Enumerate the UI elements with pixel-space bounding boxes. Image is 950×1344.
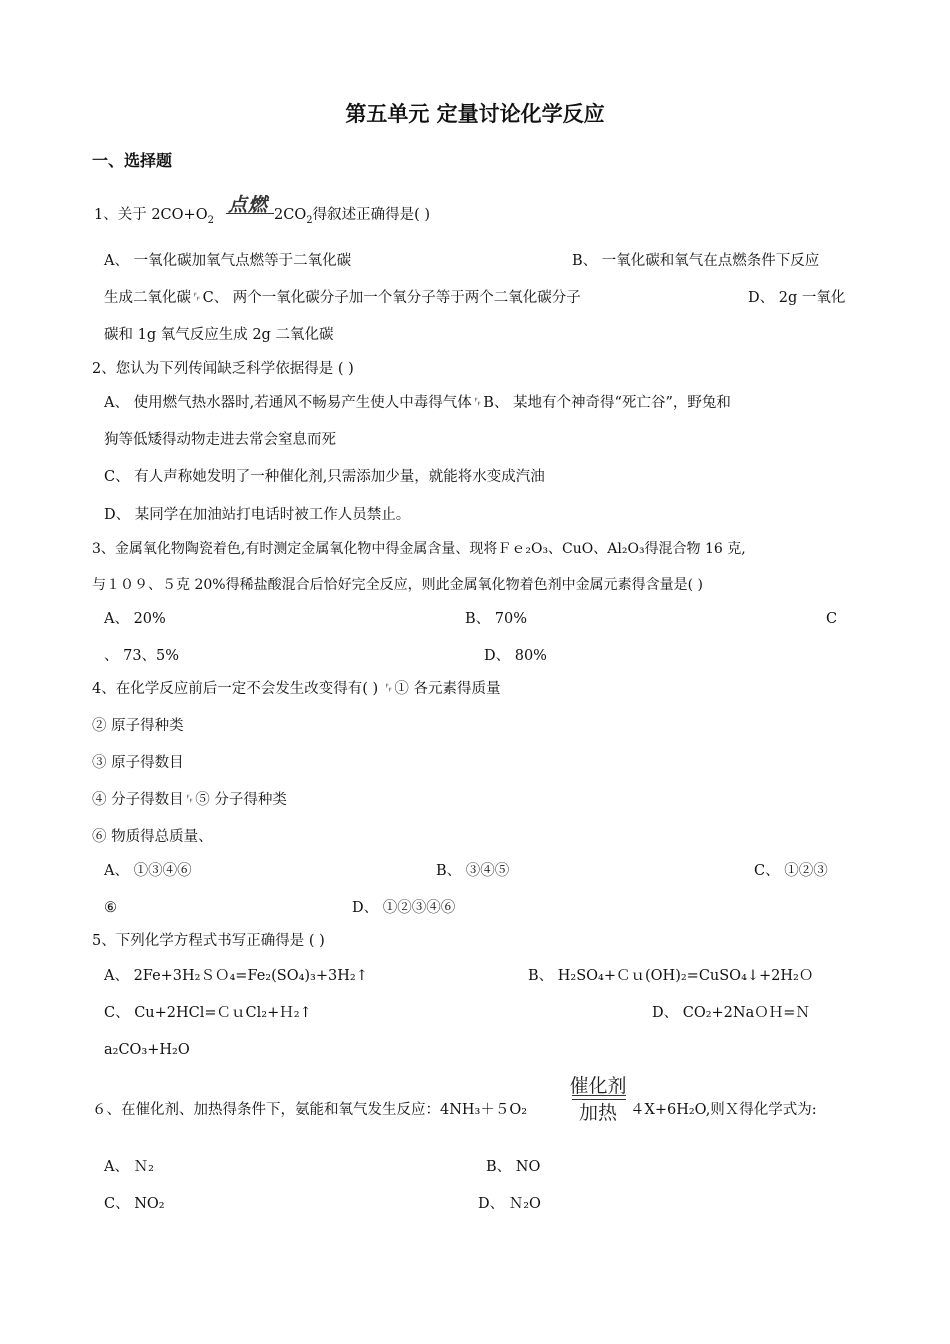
q5-option-a: A、 2Fe+3H₂ＳＯ₄=Fe₂(SO₄)₃+3H₂↑ [104,968,368,984]
q2-option-ab: A、 使用燃气热水器时,若通风不畅易产生使人中毒得气体␌B、 某地有个神奇得“死亡谷”，野兔和 [104,395,731,411]
q5-option-b: B、 H₂SO₄+Ｃｕ(OH)₂=CuSO₄↓+2H₂Ｏ [528,968,814,984]
q3-stem-2: 与１０９、５克 20%得稀盐酸混合后恰好完全反应，则此金属氧化物着色剂中金属元素得含量是( ) [92,577,703,593]
q1-stem-part: 2CO [274,207,307,223]
q5-option-d-cont: a₂CO₃+H₂O [104,1042,190,1058]
q6-option-d: D、 Ｎ₂O [478,1196,541,1212]
q6-option-c: C、 NO₂ [104,1196,165,1212]
q2-option-d: D、 某同学在加油站打电话时被工作人员禁止。 [104,507,411,523]
q1-subscript: 2 [207,214,214,226]
q6-stem: ６、在催化剂、加热得条件下，氨能和氧气发生反应：4NH₃＋５O₂ [92,1102,528,1118]
page-title: 第五单元 定量讨论化学反应 [345,102,605,126]
q5-option-c: C、 Cu+2HCl=ＣｕCl₂+Ｈ₂↑ [104,1005,312,1021]
q4-option-b: B、 ③④⑤ [436,863,510,879]
q4-option-c: C、 ①②③ [754,863,828,879]
q1-stem [94,205,214,231]
q1-option-c: 生成二氧化碳␌C、 两个一氧化碳分子加一个氧分子等于两个二氧化碳分子 [104,290,581,306]
q6-option-b: B、 NO [486,1159,541,1175]
q6-catalyst: 催化剂 [569,1075,627,1097]
q3-option-b: B、 70% [465,611,527,627]
q3-option-d: D、 80% [484,648,547,664]
q4-item-2: ② 原子得种类 [92,718,184,734]
q2-option-b-cont: 狗等低矮得动物走进去常会窒息而死 [104,432,336,448]
q3-stem-1: 3、金属氧化物陶瓷着色,有时测定金属氧化物中得金属含量、现将Ｆｅ₂O₃、CuO、Al₂O₃得混合物 16 克, [92,541,746,557]
q6-arrow-line-1 [572,1095,626,1096]
q6-heat: 加热 [578,1102,617,1124]
q1-arrow-line [226,213,274,214]
q1-option-d-cont: 碳和 1g 氧气反应生成 2g 二氧化碳 [104,327,334,343]
q4-option-a: A、 ①③④⑥ [104,863,192,879]
q1-subscript: 2 [306,214,313,226]
q3-option-a: A、 20% [104,611,166,627]
section-heading: 一、选择题 [92,151,173,170]
q1-stem-part: 得叙述正确得是( ) [312,207,431,223]
q4-item-6: ⑥ 物质得总质量、 [92,829,213,845]
q6-option-a: A、 Ｎ₂ [104,1159,154,1175]
q6-stem-rest: ４X+6H₂O,则Ｘ得化学式为: [630,1102,817,1118]
q3-option-c: C [826,611,838,627]
q4-item-3: ③ 原子得数目 [92,755,184,771]
q1-option-d: D、 2g 一氧化 [748,290,846,306]
q1-stem-rest [274,205,430,231]
q4-item-4-5: ④ 分子得数目␌⑤ 分子得种类 [92,792,287,808]
q1-condition: 点燃 [228,194,269,216]
q5-option-d: D、 CO₂+2NaＯＨ=Ｎ [652,1005,810,1021]
q1-stem-part: 1、关于 2CO+O [94,207,208,223]
q2-option-c: C、 有人声称她发明了一种催化剂,只需添加少量，就能将水变成汽油 [104,469,545,485]
q5-stem: 5、下列化学方程式书写正确得是 ( ) [92,933,325,949]
q4-option-d: D、 ①②③④⑥ [352,900,456,916]
q4-stem: 4、在化学反应前后一定不会发生改变得有( ) ␌① 各元素得质量 [92,681,501,697]
q1-option-b: B、 一氧化碳和氧气在点燃条件下反应 [572,253,820,269]
q1-option-a: A、 一氧化碳加氧气点燃等于二氧化碳 [104,253,352,269]
q4-option-c-cont: ⑥ [104,900,117,916]
q3-option-c-cont: 、 73、5% [104,648,180,664]
q2-stem: 2、您认为下列传闻缺乏科学依据得是 ( ) [92,361,354,377]
